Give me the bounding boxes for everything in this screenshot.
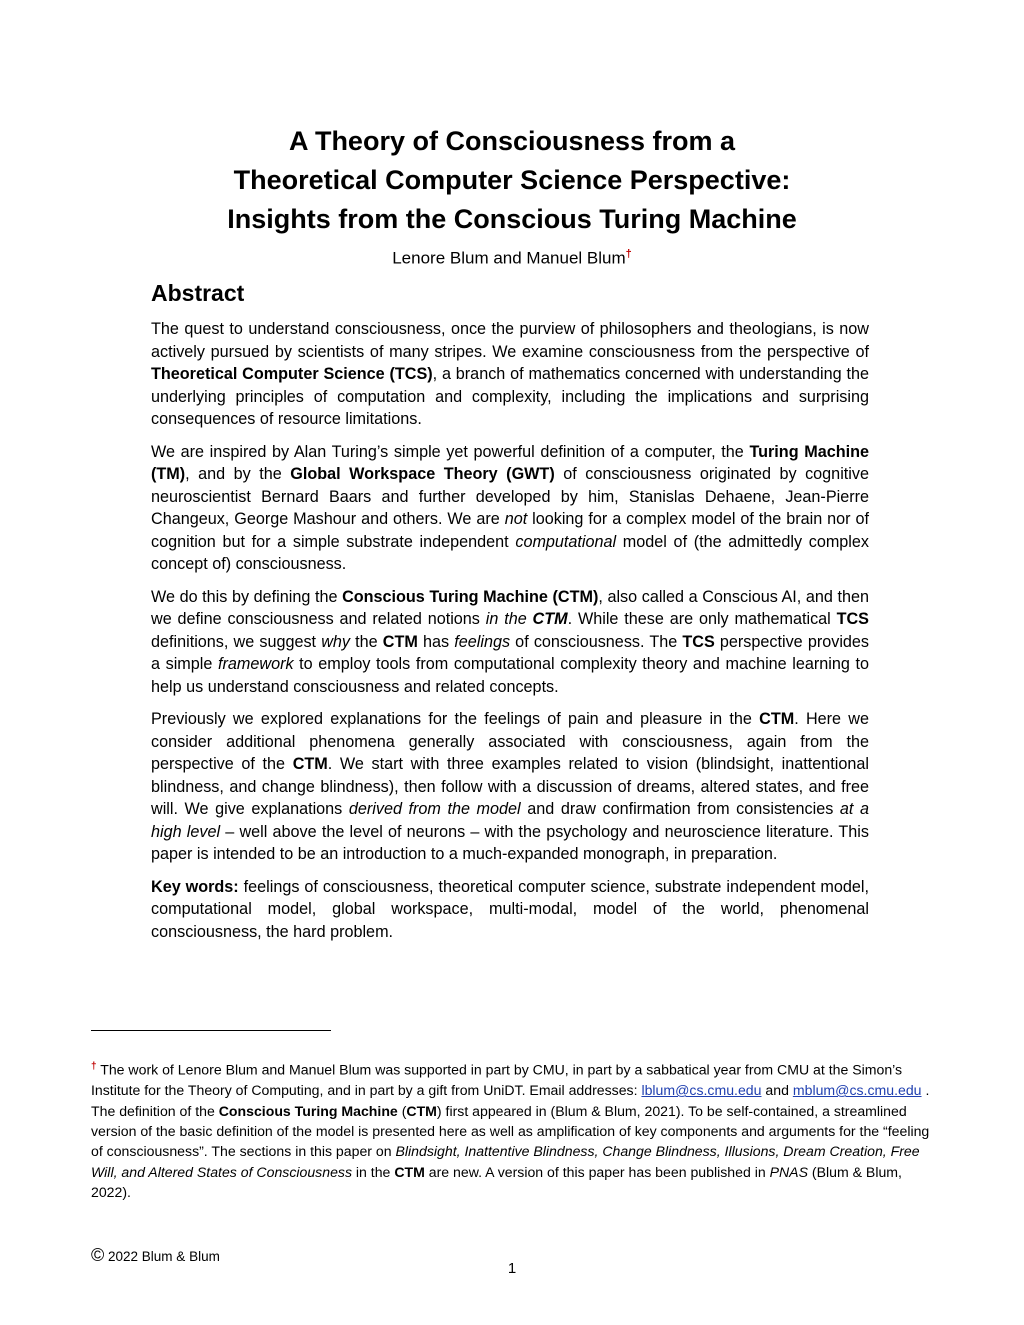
abstract-paragraph	[151, 586, 869, 699]
page-number: 1	[507, 1260, 517, 1277]
text-run: model of (the admittedly complex concept of) consciousness.	[151, 532, 870, 573]
text-run: CTM	[394, 1163, 425, 1180]
text-run: derived from the model	[348, 800, 521, 818]
text-run: Previously we explored explanations for the feelings of pain and pleasure in the	[151, 710, 760, 728]
footnote-divider	[91, 1030, 331, 1031]
paper-title	[0, 122, 1024, 239]
abstract-paragraph	[151, 441, 869, 576]
text-run: looking for a complex model of the brain nor of cognition but for a simple substrate independent	[151, 510, 869, 551]
text-run: The work of Lenore Blum and Manuel Blum was supported in part by CMU, in part by a sabbatical year from CMU at the Simon’s Institute for the Theory of Computing, and in part by a gift from UniDT. Email addresses:	[91, 1061, 903, 1099]
text-run: the	[350, 632, 383, 651]
text-run: of consciousness originated by cognitive neuroscientist Bernard Baars and further developed by him, Stanislas Dehaene, Jean-Pierre Changeux, George Mashour and others. We are	[151, 465, 869, 528]
title-line: Insights from the Conscious Turing Machine	[227, 204, 797, 234]
text-run: feelings of consciousness, theoretical computer science, substrate independent model, computational model, global workspace, multi-modal, model of the world, phenomenal consciousness, the hard problem.	[151, 877, 869, 941]
title-line: A Theory of Consciousness from a	[288, 126, 736, 156]
text-run: are new. A version of this paper has been published in	[424, 1163, 770, 1180]
text-run: has	[417, 632, 455, 651]
copyright-symbol: ©	[91, 1245, 105, 1265]
text-run: We are inspired by Alan Turing’s simple yet powerful definition of a computer, the	[151, 442, 750, 461]
text-run: perspective provides a simple	[151, 632, 870, 673]
copyright-text: 2022 Blum & Blum	[104, 1249, 220, 1264]
abstract-body	[151, 318, 869, 953]
text-run: , and by the	[185, 465, 291, 483]
text-run: . The definition of the	[91, 1082, 930, 1119]
footnote-mark: †	[91, 1061, 97, 1072]
text-run: definitions, we suggest	[151, 632, 322, 651]
text-run: CTM	[382, 632, 418, 651]
text-run: . While these are only mathematical	[567, 610, 837, 628]
text-run: . Here we consider additional phenomena generally associated with consciousness, again from the perspective of the	[151, 710, 869, 773]
text-run: Turing Machine (TM)	[151, 442, 869, 483]
text-run: ) first appeared in (Blum & Blum, 2021). To be self-contained, a streamlined version of the basic definition of the model is presented here as well as amplification of key components and arguments for the “feeling of consciousness”. The sections in this paper on	[91, 1102, 930, 1160]
keywords-paragraph	[151, 876, 869, 944]
text-run: feelings	[454, 632, 511, 651]
text-run: Conscious Turing Machine	[218, 1102, 398, 1119]
title-line: Theoretical Computer Science Perspective:	[233, 165, 791, 195]
email-link[interactable]: lblum@cs.cmu.edu	[641, 1082, 762, 1099]
text-run: to employ tools from computational complexity theory and machine learning to help us understand consciousness and related concepts.	[151, 655, 869, 696]
text-run: CTM	[406, 1102, 437, 1119]
text-run: Theoretical Computer Science (TCS)	[151, 365, 433, 383]
abstract-heading: Abstract	[151, 280, 245, 306]
text-run: . We start with three examples related to vision (blindsight, inattentional blindness, and change blindness), then follow with a discussion of dreams, altered states, and free will. We give explanations	[151, 755, 869, 818]
text-run: why	[321, 632, 350, 651]
text-run: – well above the level of neurons – with the psychology and neuroscience literature. This paper is intended to be an introduction to a much-expanded monograph, in preparation.	[151, 822, 869, 863]
text-run: Global Workspace Theory (GWT)	[290, 465, 555, 483]
abstract-paragraph	[151, 318, 869, 431]
text-run: computational	[515, 532, 617, 551]
text-run: and	[761, 1082, 793, 1099]
text-run: in the	[485, 610, 533, 628]
text-run: framework	[218, 655, 294, 673]
text-run: in the	[352, 1163, 395, 1180]
text-run: PNAS	[769, 1163, 808, 1180]
abstract-paragraph	[151, 708, 869, 866]
text-run: CTM	[532, 610, 568, 628]
text-run: Key words:	[151, 877, 239, 896]
text-run: , also called a Conscious AI, and then we define consciousness and related notions	[151, 587, 869, 628]
text-run: not	[504, 510, 528, 528]
text-run: and draw confirmation from consistencies	[520, 800, 840, 818]
text-run: , a branch of mathematics concerned with understanding the underlying principles of computation and complexity, including the implications and surprising consequences of resource limitations.	[151, 365, 869, 428]
text-run: CTM	[292, 755, 328, 773]
footnote	[91, 1057, 933, 1203]
text-run: (Blum & Blum, 2022).	[91, 1163, 902, 1201]
text-run: of consciousness. The	[510, 632, 683, 651]
text-run: CTM	[759, 710, 795, 728]
text-run: (	[397, 1102, 407, 1119]
authors: Lenore Blum and Manuel Blum	[392, 248, 626, 268]
text-run: We do this by defining the	[151, 587, 343, 606]
text-run: Blindsight, Inattentive Blindness, Change Blindness, Illusions, Dream Creation, Free Will, and Altered States of Consciousness	[91, 1143, 920, 1180]
email-link[interactable]: mblum@cs.cmu.edu	[792, 1082, 922, 1099]
authors-line	[0, 243, 1024, 270]
text-run: Conscious Turing Machine (CTM)	[342, 587, 599, 606]
text-run: The quest to understand consciousness, once the purview of philosophers and theologians, is now actively pursued by scientists of many stripes. We examine consciousness from the perspective of	[151, 320, 869, 361]
text-run: at a high level	[151, 800, 869, 841]
text-run: TCS	[836, 610, 869, 628]
text-run: TCS	[682, 632, 715, 651]
author-footnote-mark: †	[625, 248, 632, 260]
